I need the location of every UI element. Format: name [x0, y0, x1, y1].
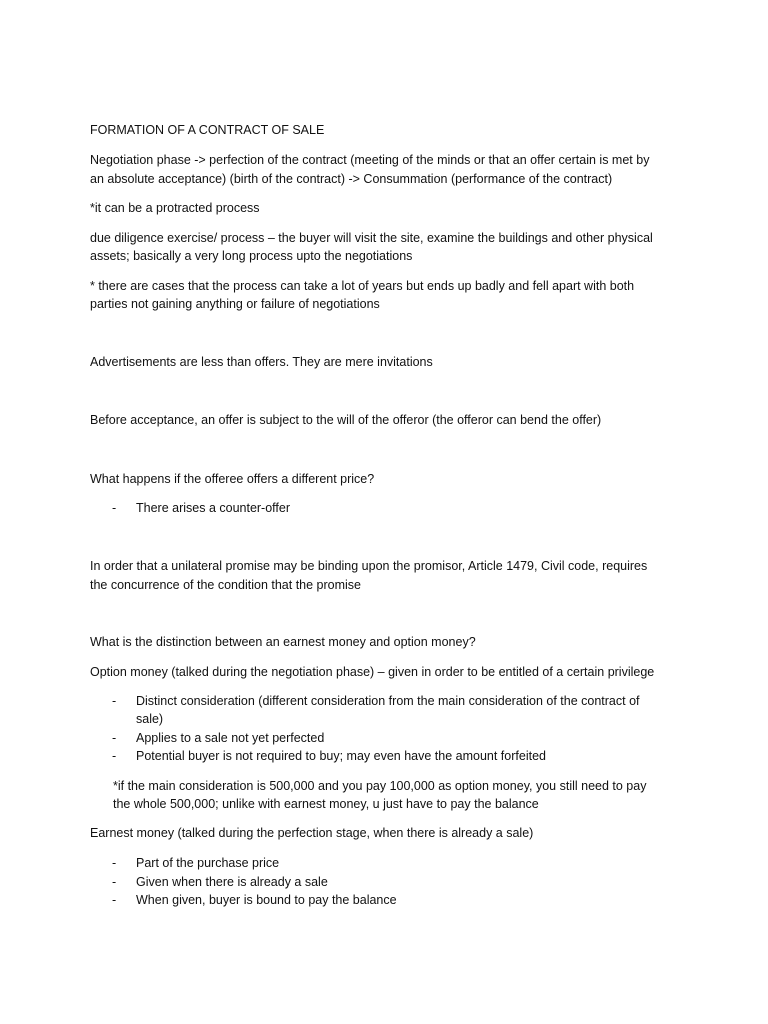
paragraph-text: Option money (talked during the negotiation phase) – given in order to be entitled of a certain privilege [90, 665, 655, 679]
bullet-dash: - [112, 501, 117, 515]
list-item: Given when there is already a sale [136, 875, 328, 889]
bullet-dash: - [112, 875, 117, 889]
paragraph-text: Negotiation phase -> perfection of the contract (meeting of the minds or that an offer certain is met by [90, 153, 650, 167]
list-item-continuation: sale) [136, 712, 164, 726]
paragraph-text: an absolute acceptance) (birth of the contract) -> Consummation (performance of the contract) [90, 172, 613, 186]
paragraph-text: *it can be a protracted process [90, 201, 260, 215]
bullet-dash: - [112, 694, 117, 708]
list-item: Applies to a sale not yet perfected [136, 731, 325, 745]
paragraph-text: parties not gaining anything or failure of negotiations [90, 297, 380, 311]
list-item: There arises a counter-offer [136, 501, 291, 515]
list-item: Potential buyer is not required to buy; may even have the amount forfeited [136, 749, 546, 763]
list-item: When given, buyer is bound to pay the balance [136, 893, 397, 907]
bullet-dash: - [112, 749, 117, 763]
bullet-dash: - [112, 731, 117, 745]
note-text: *if the main consideration is 500,000 and you pay 100,000 as option money, you still need to pay [113, 779, 647, 793]
bullet-dash: - [112, 856, 117, 870]
document-title: FORMATION OF A CONTRACT OF SALE [90, 123, 325, 137]
question-text: What happens if the offeree offers a different price? [90, 472, 375, 486]
paragraph-text: due diligence exercise/ process – the buyer will visit the site, examine the buildings and other physical [90, 231, 653, 245]
list-item: Distinct consideration (different consideration from the main consideration of the contract of [136, 694, 640, 708]
paragraph-text: * there are cases that the process can take a lot of years but ends up badly and fell apart with both [90, 279, 635, 293]
paragraph-text: Earnest money (talked during the perfection stage, when there is already a sale) [90, 826, 534, 840]
paragraph-text: Before acceptance, an offer is subject to the will of the offeror (the offeror can bend the offer) [90, 413, 602, 427]
question-text: What is the distinction between an earnest money and option money? [90, 635, 476, 649]
list-item: Part of the purchase price [136, 856, 280, 870]
note-text: the whole 500,000; unlike with earnest money, u just have to pay the balance [113, 797, 539, 811]
paragraph-text: the concurrence of the condition that the promise [90, 578, 361, 592]
bullet-dash: - [112, 893, 117, 907]
paragraph-text: Advertisements are less than offers. They are mere invitations [90, 355, 433, 369]
paragraph-text: In order that a unilateral promise may be binding upon the promisor, Article 1479, Civil code, requires [90, 559, 648, 573]
paragraph-text: assets; basically a very long process upto the negotiations [90, 249, 413, 263]
